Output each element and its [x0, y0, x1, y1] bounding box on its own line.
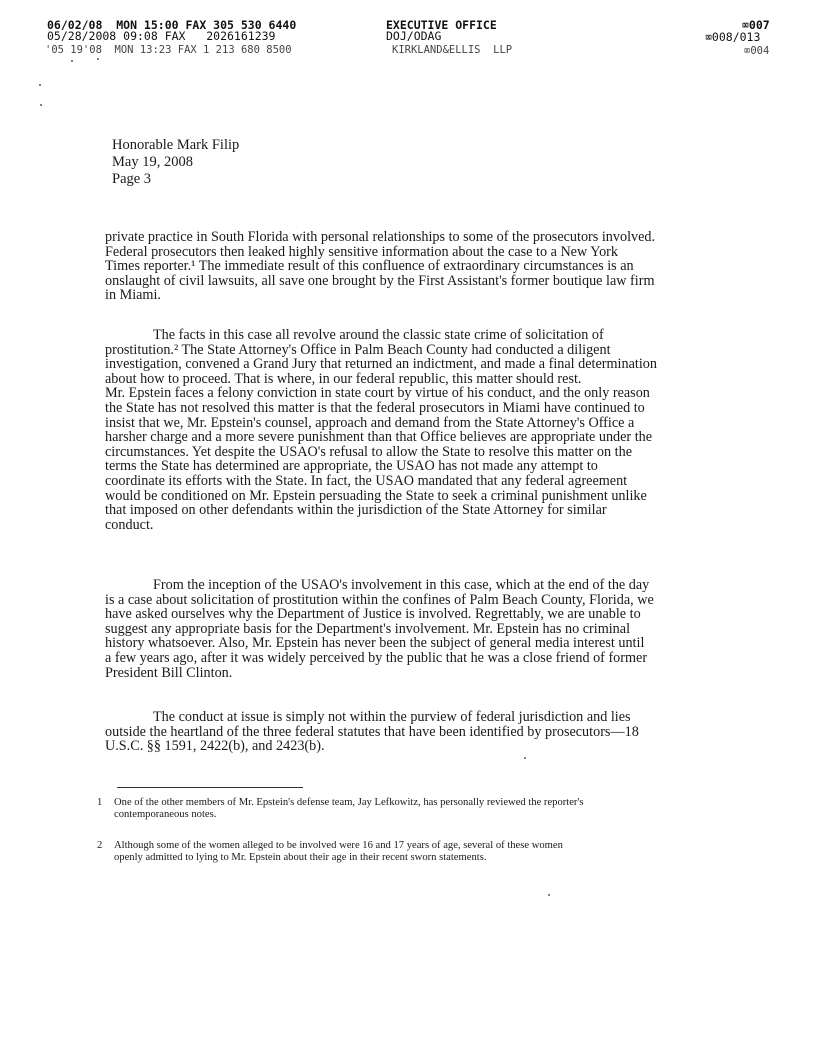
footnote-text — [114, 840, 714, 864]
fax-header-line1-right: ⌧007 — [742, 18, 770, 32]
body-line: a few years ago, after it was widely perceived by the public that he was a close friend of former — [105, 650, 648, 666]
fax-header-line2-right: ⌧008/013 — [705, 30, 761, 44]
scan-speck — [71, 60, 73, 62]
scan-speck — [524, 757, 526, 759]
body-line: have asked ourselves why the Department of Justice is involved. Regrettably, we are unable to — [105, 607, 641, 622]
body-line: is a case about solicitation of prostitution within the confines of Palm Beach County, Florida, we — [105, 592, 654, 608]
body-paragraph-3 — [105, 578, 720, 680]
footnote-number: 2 — [97, 840, 103, 851]
footnote-line: contemporaneous notes. — [114, 809, 217, 820]
body-line: would be conditioned on Mr. Epstein persuading the State to seek a criminal punishment unlike — [105, 488, 647, 504]
body-line: terms the State has determined are appropriate, the USAO has not made any attempt to — [105, 459, 598, 474]
fax-header-line1-left: 06/02/08 MON 15:00 FAX 305 530 6440 — [47, 18, 297, 32]
body-line: history whatsoever. Also, Mr. Epstein has never been the subject of general media interest until — [105, 636, 645, 651]
body-line: that imposed on other defendants within the jurisdiction of the State Attorney for similar — [105, 503, 607, 518]
scan-speck — [40, 104, 42, 106]
fax-header-line3-center: KIRKLAND&ELLIS LLP — [392, 44, 513, 56]
letter-heading — [112, 137, 239, 188]
body-line: President Bill Clinton. — [105, 665, 233, 681]
page-number: Page 3 — [112, 171, 152, 187]
scan-speck — [97, 58, 99, 60]
body-line: The conduct at issue is simply not within the purview of federal jurisdiction and lies — [153, 710, 631, 725]
body-line: conduct. — [105, 517, 154, 533]
footnote-number: 1 — [97, 797, 103, 808]
body-line: about how to proceed. That is where, in our federal republic, this matter should rest. — [105, 371, 582, 387]
fax-header-line3-left: '05 19'08 MON 13:23 FAX 1 213 680 8500 — [45, 44, 292, 56]
body-line: outside the heartland of the three federal statutes that have been identified by prosecutors—18 — [105, 724, 639, 740]
footnote-line: openly admitted to lying to Mr. Epstein about their age in their recent sworn statements. — [114, 852, 487, 863]
body-line: private practice in South Florida with personal relationships to some of the prosecutors involved. — [105, 230, 656, 245]
fax-header-line2-left: 05/28/2008 09:08 FAX 2026161239 — [47, 29, 276, 43]
footnote-line: One of the other members of Mr. Epstein's defense team, Jay Lefkowitz, has personally reviewed the reporter's — [114, 797, 584, 808]
body-line: coordinate its efforts with the State. In fact, the USAO mandated that any federal agreement — [105, 473, 628, 489]
body-paragraph-4 — [105, 710, 720, 754]
fax-header-line2-center: DOJ/ODAG — [386, 29, 442, 43]
body-line: Mr. Epstein faces a felony conviction in state court by virtue of his conduct, and the only reason — [105, 386, 650, 401]
letter-date: May 19, 2008 — [112, 154, 193, 170]
body-line: U.S.C. §§ 1591, 2422(b), and 2423(b). — [105, 739, 325, 754]
body-line: prostitution.² The State Attorney's Office in Palm Beach County had conducted a diligent — [105, 342, 611, 358]
body-line: The facts in this case all revolve around the classic state crime of solicitation of — [153, 328, 604, 343]
body-line: in Miami. — [105, 288, 161, 303]
body-line: circumstances. Yet despite the USAO's refusal to allow the State to resolve this matter on the — [105, 444, 632, 460]
body-line: Times reporter.¹ The immediate result of this confluence of extraordinary circumstances is an — [105, 259, 634, 274]
body-line: investigation, convened a Grand Jury that returned an indictment, and made a final determination — [105, 357, 657, 372]
fax-header-line3-right: ⌧004 — [744, 45, 770, 57]
footnote-text — [114, 797, 714, 821]
body-line: onslaught of civil lawsuits, all save one brought by the First Assistant's former boutique law firm — [105, 273, 655, 289]
body-line: harsher charge and a more severe punishment than that Office believes are appropriate under the — [105, 430, 653, 445]
footnote-line: Although some of the women alleged to be involved were 16 and 17 years of age, several of these women — [114, 840, 563, 851]
scan-speck — [39, 84, 41, 86]
body-line: Federal prosecutors then leaked highly sensitive information about the case to a New York — [105, 244, 618, 260]
footnote-divider — [117, 787, 303, 788]
body-paragraph-1 — [105, 230, 720, 303]
body-line: insist that we, Mr. Epstein's counsel, approach and demand from the State Attorney's Office a — [105, 415, 635, 431]
body-line: the State has not resolved this matter is that the federal prosecutors in Miami have continued to — [105, 400, 645, 416]
recipient-name: Honorable Mark Filip — [112, 137, 240, 153]
scan-speck — [548, 894, 550, 896]
fax-header-line1-center: EXECUTIVE OFFICE — [386, 18, 497, 32]
body-line: From the inception of the USAO's involvement in this case, which at the end of the day — [153, 578, 650, 593]
body-paragraph-2 — [105, 328, 720, 532]
body-line: suggest any appropriate basis for the Department's involvement. Mr. Epstein has no criminal — [105, 621, 631, 637]
